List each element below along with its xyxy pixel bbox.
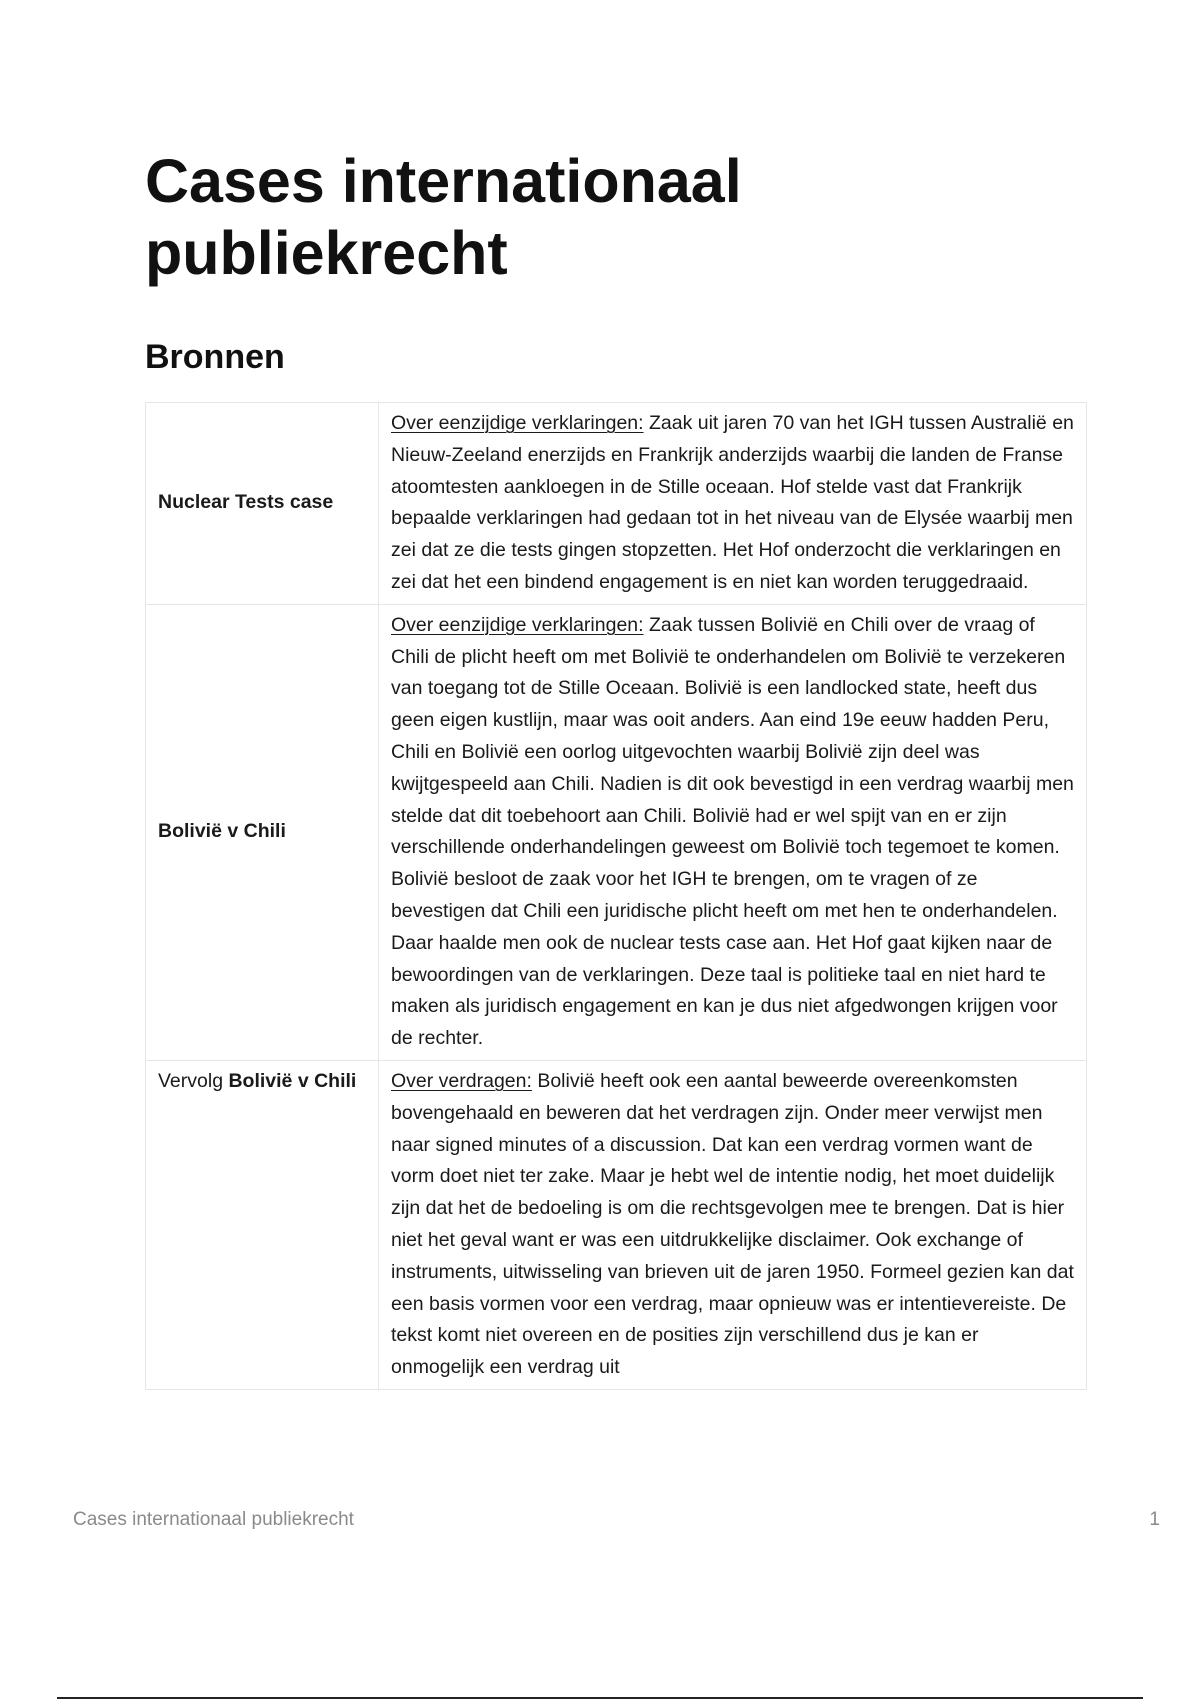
table-row (146, 604, 1087, 1060)
section-heading-bronnen: Bronnen (145, 338, 285, 376)
page-divider (57, 1697, 1143, 1699)
page-title: Cases internationaal publiekrecht (145, 147, 742, 287)
case-name: Nuclear Tests case (158, 491, 334, 514)
case-description: Zaak tussen Bolivië en Chili over de vraag of Chili de plicht heeft om met Bolivië te onderhandelen om Bolivië te verzekeren van toegang tot de Stille Oceaan. Bolivië is een landlocked state, heeft dus geen eigen kustlijn, maar was ooit anders. Aan eind 19e eeuw hadden Peru, Chili en Bolivië een oorlog uitgevochten waarbij Bolivië zijn deel was kwijtgespeeld aan Chili. Nadien is dit ook bevestigd in een verdrag waarbij men stelde dat dit toebehoort aan Chili. Bolivië had er wel spijt van en er zijn verschillende onderhandelingen geweest om Bolivië toch tegemoet te komen. Bolivië besloot de zaak voor het IGH te brengen, om te vragen of ze bevestigen dat Chili een juridische plicht heeft om met hen te onderhandelen. Daar haalde men ook de nuclear tests case aan. Het Hof gaat kijken naar de bewoordingen van de verklaringen. Deze taal is politieke taal en niet hard te maken als juridisch engagement en kan je dus niet afgedwongen krijgen voor de rechter. (391, 613, 1074, 1050)
case-description: Zaak uit jaren 70 van het IGH tussen Australië en Nieuw-Zeeland enerzijds en Frankrijk anderzijds waarbij die landen de Franse atoomtesten aankloegen in de Stille oceaan. Hof stelde vast dat Frankrijk bepaalde verklaringen had gedaan tot in het niveau van de Elysée waarbij men zei dat ze die tests gingen stopzetten. Het Hof onderzocht die verklaringen en zei dat het een bindend engagement is en niet kan worden teruggedraaid. (391, 412, 1074, 593)
case-topic: Over eenzijdige verklaringen: (391, 613, 644, 636)
case-description-cell (379, 604, 1087, 1060)
case-name-cell (146, 403, 379, 605)
case-name: Bolivië v Chili (158, 820, 286, 843)
page-number: 1 (1149, 1509, 1160, 1530)
table-row (146, 403, 1087, 605)
case-description-cell (379, 1060, 1087, 1389)
case-name: Bolivië v Chili (228, 1069, 357, 1092)
case-name-prefix: Vervolg (158, 1069, 229, 1092)
footer-document-title: Cases internationaal publiekrecht (73, 1509, 354, 1530)
case-name-cell (146, 604, 379, 1060)
cases-table (145, 402, 1087, 1390)
case-description: Bolivië heeft ook een aantal beweerde overeenkomsten bovengehaald en beweren dat het verdragen zijn. Onder meer verwijst men naar signed minutes of a discussion. Dat kan een verdrag vormen want de vorm doet niet ter zake. Maar je hebt wel de intentie nodig, het moet duidelijk zijn dat het de bedoeling is om die rechtsgevolgen mee te brengen. Dat is hier niet het geval want er was een uitdrukkelijke disclaimer. Ook exchange of instruments, uitwisseling van brieven uit de jaren 1950. Formeel gezien kan dat een basis vormen voor een verdrag, maar opnieuw was er intentievereiste. De tekst komt niet overeen en de posities zijn verschillend dus je kan er onmogelijk een verdrag uit (391, 1069, 1074, 1379)
case-description-cell (379, 403, 1087, 605)
table-row (146, 1060, 1087, 1389)
case-topic: Over verdragen: (391, 1069, 532, 1092)
cases-table-container (145, 402, 1087, 1455)
case-topic: Over eenzijdige verklaringen: (391, 412, 644, 434)
case-name-cell (146, 1060, 379, 1389)
